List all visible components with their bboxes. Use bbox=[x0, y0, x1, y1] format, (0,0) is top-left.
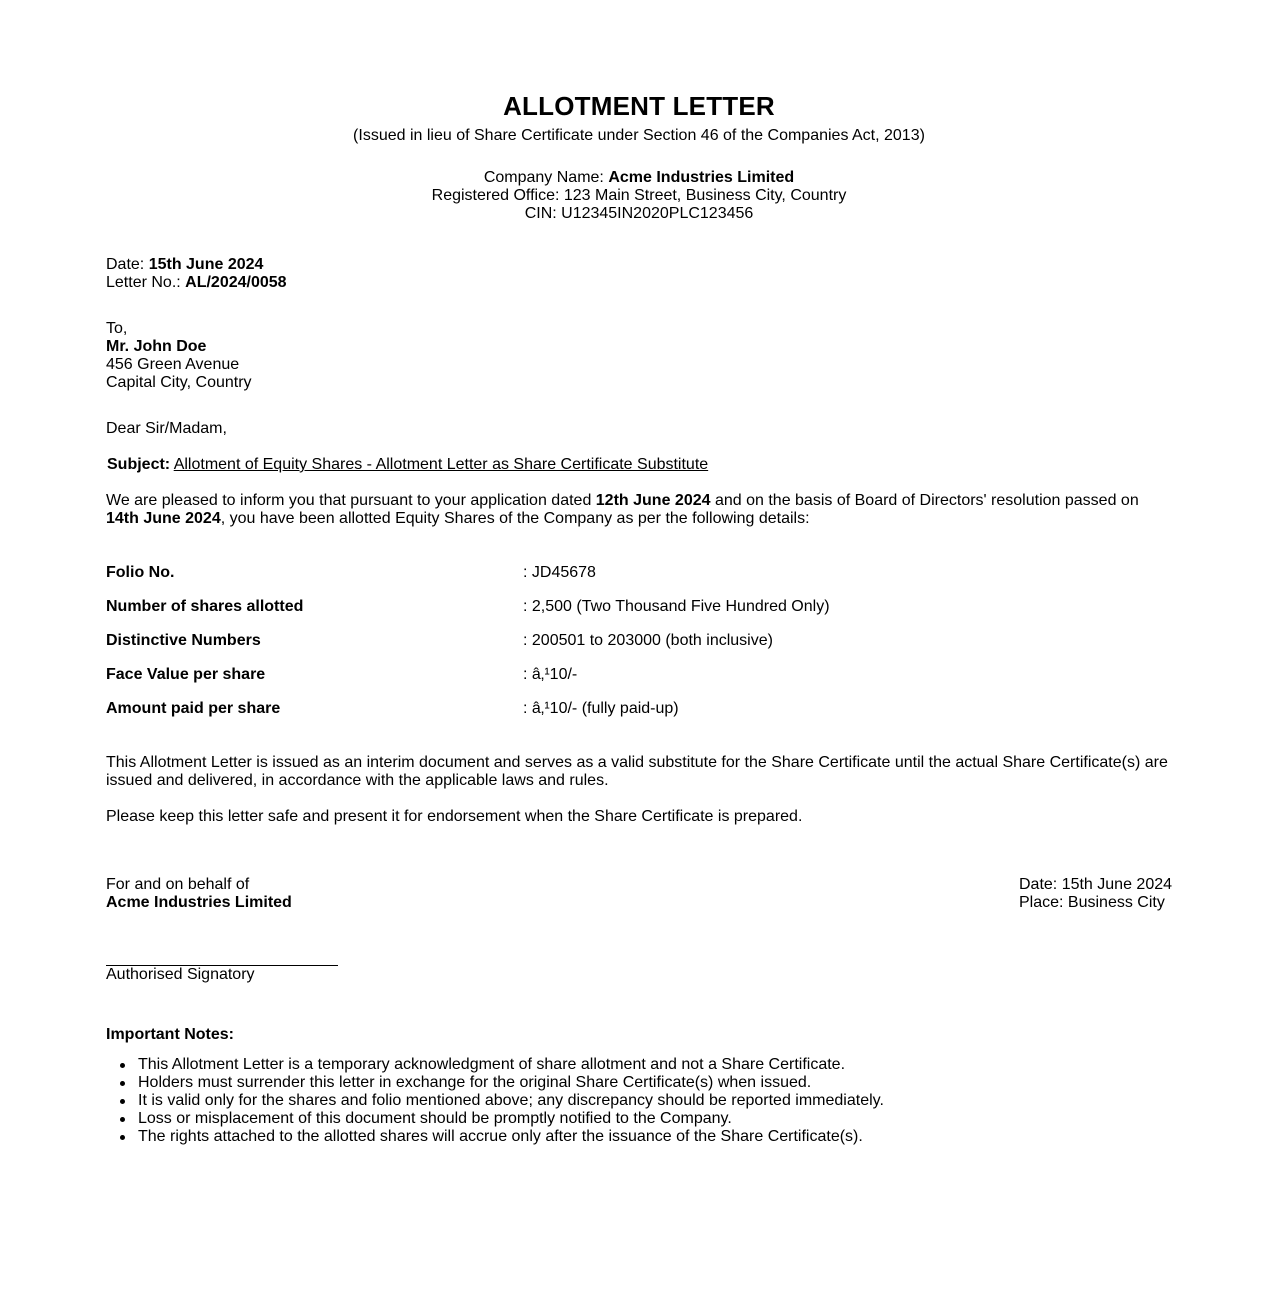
list-item bbox=[138, 1074, 1238, 1092]
detail-value-shares: : 2,500 (Two Thousand Five Hundred Only) bbox=[523, 598, 830, 615]
letter-number-line bbox=[106, 274, 287, 292]
detail-label-amount-paid: Amount paid per share bbox=[106, 700, 281, 717]
detail-value-face-value: : â‚¹10/- bbox=[523, 666, 578, 683]
company-info bbox=[0, 169, 1278, 223]
detail-label-shares: Number of shares allotted bbox=[106, 598, 304, 615]
application-date: 12th June 2024 bbox=[595, 492, 711, 509]
note-text: This Allotment Letter is a temporary acknowledgment of share allotment and not a Share Certificate. bbox=[138, 1056, 846, 1073]
company-cin: CIN: U12345IN2020PLC123456 bbox=[524, 205, 754, 222]
list-item bbox=[138, 1128, 1238, 1146]
intro-paragraph bbox=[106, 492, 1176, 528]
detail-row bbox=[106, 666, 1176, 700]
subject-text: Allotment of Equity Shares - Allotment Letter as Share Certificate Substitute bbox=[173, 456, 709, 473]
signature-date: Date: 15th June 2024 bbox=[1019, 876, 1173, 893]
bullet-icon bbox=[120, 1063, 125, 1068]
letter-date-label: Date: bbox=[106, 256, 149, 273]
letter-date: 15th June 2024 bbox=[148, 256, 264, 273]
bullet-icon bbox=[120, 1135, 125, 1140]
note-text: Loss or misplacement of this document should be promptly notified to the Company. bbox=[138, 1110, 732, 1127]
resolution-date: 14th June 2024 bbox=[106, 510, 221, 527]
list-item bbox=[138, 1056, 1238, 1074]
registered-office: Registered Office: 123 Main Street, Business City, Country bbox=[431, 187, 847, 204]
intro-part2: and on the basis of Board of Directors' resolution passed on bbox=[710, 492, 1139, 509]
company-name-line bbox=[0, 169, 1278, 187]
authorised-signatory: Authorised Signatory bbox=[106, 966, 255, 983]
subject-line bbox=[107, 456, 708, 474]
letter-number: AL/2024/0058 bbox=[185, 274, 287, 291]
addressee-to: To, bbox=[106, 320, 128, 337]
detail-label-folio: Folio No. bbox=[106, 564, 175, 581]
list-item bbox=[138, 1110, 1238, 1128]
date-place-block bbox=[1019, 876, 1172, 912]
interim-paragraph: This Allotment Letter is issued as an interim document and serves as a valid substitute for the Share Certificate until the actual Share Certificate(s) are issued and delivered, in accordance with the applicable laws and rules. bbox=[106, 754, 1168, 789]
note-text: It is valid only for the shares and folio mentioned above; any discrepancy should be reported immediately. bbox=[138, 1092, 884, 1109]
salutation: Dear Sir/Madam, bbox=[106, 420, 227, 437]
detail-value-amount-paid: : â‚¹10/- (fully paid-up) bbox=[523, 700, 679, 717]
detail-label-distinctive: Distinctive Numbers bbox=[106, 632, 261, 649]
detail-row bbox=[106, 598, 1176, 632]
letter-date-line bbox=[106, 256, 287, 274]
company-name-label: Company Name: bbox=[483, 169, 609, 186]
note-text: Holders must surrender this letter in exchange for the original Share Certificate(s) when issued. bbox=[138, 1074, 812, 1091]
letter-number-label: Letter No.: bbox=[106, 274, 186, 291]
intro-part1: We are pleased to inform you that pursuant to your application dated bbox=[106, 492, 596, 509]
notes-heading: Important Notes: bbox=[106, 1026, 234, 1043]
detail-row bbox=[106, 700, 1176, 734]
list-item bbox=[138, 1092, 1238, 1110]
addressee-line1: 456 Green Avenue bbox=[106, 356, 240, 373]
detail-label-face-value: Face Value per share bbox=[106, 666, 266, 683]
signature-block bbox=[106, 876, 292, 912]
detail-value-distinctive: : 200501 to 203000 (both inclusive) bbox=[523, 632, 773, 649]
intro-part3: , you have been allotted Equity Shares of the Company as per the following details: bbox=[220, 510, 810, 527]
bullet-icon bbox=[120, 1117, 125, 1122]
notes-list bbox=[106, 1056, 1238, 1146]
bullet-icon bbox=[120, 1099, 125, 1104]
company-name: Acme Industries Limited bbox=[608, 169, 795, 186]
subject-label: Subject: bbox=[107, 456, 171, 473]
detail-row bbox=[106, 564, 1176, 598]
signing-company: Acme Industries Limited bbox=[106, 894, 292, 911]
detail-value-folio: : JD45678 bbox=[523, 564, 596, 581]
addressee-block bbox=[106, 320, 252, 392]
signature-place: Place: Business City bbox=[1019, 894, 1165, 911]
document-title: ALLOTMENT LETTER bbox=[503, 91, 775, 121]
letter-header bbox=[0, 88, 1278, 223]
bullet-icon bbox=[120, 1081, 125, 1086]
note-text: The rights attached to the allotted shares will accrue only after the issuance of the Share Certificate(s). bbox=[138, 1128, 863, 1145]
addressee-name: Mr. John Doe bbox=[106, 338, 207, 355]
allotment-details bbox=[106, 564, 1176, 734]
detail-row bbox=[106, 632, 1176, 666]
on-behalf-text: For and on behalf of bbox=[106, 876, 250, 893]
addressee-line2: Capital City, Country bbox=[106, 374, 252, 391]
keep-safe-paragraph: Please keep this letter safe and present it for endorsement when the Share Certificate is prepared. bbox=[106, 808, 803, 825]
document-subtitle: (Issued in lieu of Share Certificate under Section 46 of the Companies Act, 2013) bbox=[353, 127, 925, 144]
letter-meta bbox=[106, 256, 287, 292]
